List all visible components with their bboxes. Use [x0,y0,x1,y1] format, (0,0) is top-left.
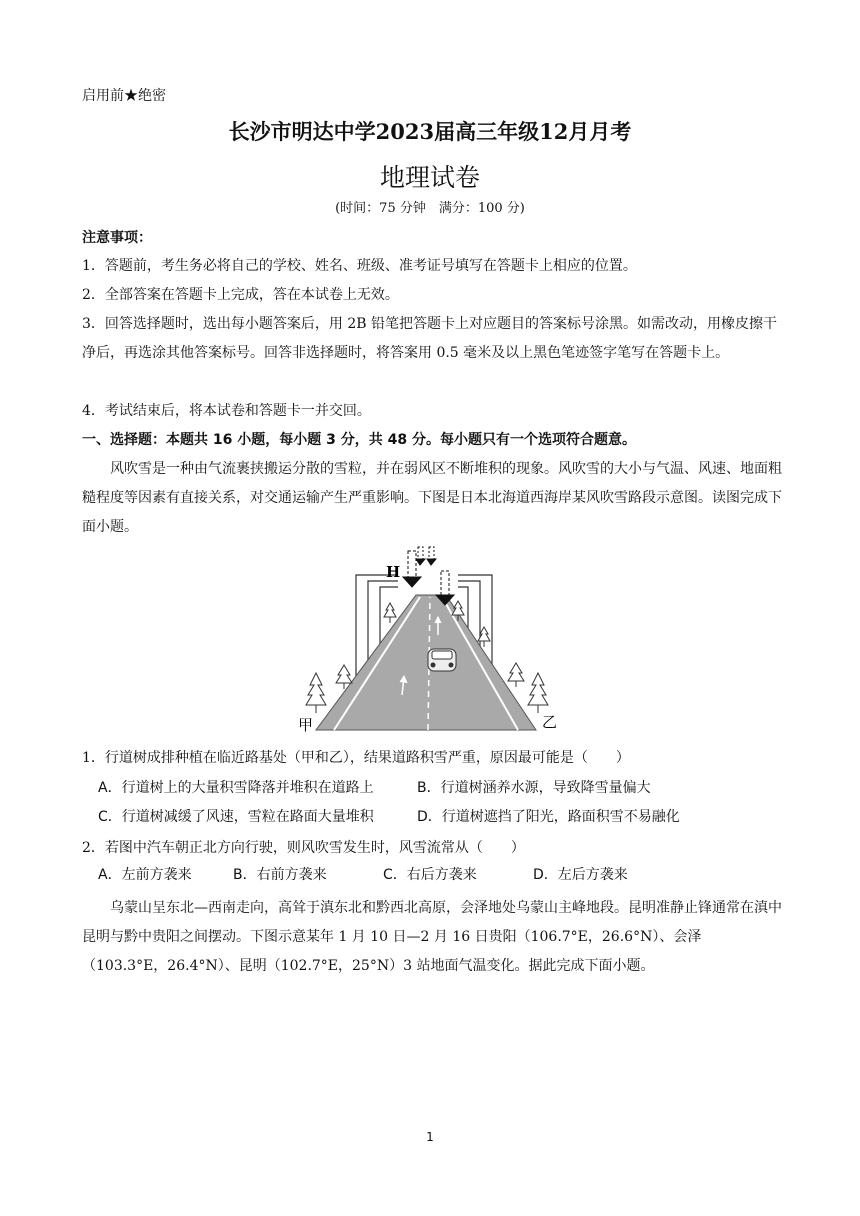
question-2-option-b: B．右前方袭来 [233,867,327,883]
label-jia: 甲 [298,716,314,734]
road-snow-figure [298,545,560,735]
passage-2: 乌蒙山呈东北—西南走向，高耸于滇东北和黔西北高原，会泽地处乌蒙山主峰地段。昆明准静止锋通常在滇中昆明与黔中贵阳之间摆动。下图示意某年 1 月 10 日—2 月 16 日贵阳（106.7°E，26.6°N）、会泽（103.3°E，26.4°N）、昆明（102.7°E，25°N）3 站地面气温变化。据此完成下面小题。 [82,900,782,974]
question-2-stem: 2．若图中汽车朝正北方向行驶，则风吹雪发生时，风雪流常从（ ） [82,840,525,856]
page-number: 1 [426,1130,434,1144]
question-1-option-b: B．行道树涵养水源，导致降雪量偏大 [417,780,651,796]
label-h: H [386,563,401,581]
car-icon [428,649,456,671]
time-info: (时间：75 分钟 满分：100 分) [335,201,525,216]
notice-item: 1．答题前，考生务必将自己的学校、姓名、班级、准考证号填写在答题卡上相应的位置。 [82,258,637,274]
notice-item: 3．回答选择题时，选出每小题答案后，用 2B 铅笔把答题卡上对应题目的答案标号涂黑。如需改动，用橡皮擦干净后，再选涂其他答案标号。回答非选择题时，将答案用 0.5 毫米及以上黑色笔迹签字笔写在答题卡上。 [82,316,778,361]
notice-heading: 注意事项： [82,230,152,246]
road-diagram [298,545,560,735]
notice-item: 4．考试结束后，将本试卷和答题卡一并交回。 [82,403,371,419]
notice-item: 2．全部答案在答题卡上完成，答在本试卷上无效。 [82,287,399,303]
secret-mark: 启用前★绝密 [82,88,166,104]
label-yi: 乙 [542,713,558,731]
exam-title: 长沙市明达中学2023届高三年级12月月考 [228,119,632,144]
subject-title: 地理试卷 [379,163,480,192]
question-2-option-d: D．左后方袭来 [533,867,628,883]
question-2-option-c: C．右后方袭来 [383,867,477,883]
road-surface [316,595,536,730]
question-1-option-d: D．行道树遮挡了阳光，路面积雪不易融化 [417,809,680,825]
question-2-option-a: A．左前方袭来 [98,867,192,883]
question-1-stem: 1．行道树成排种植在临近路基处（甲和乙），结果道路积雪严重，原因最可能是（ ） [82,750,630,766]
question-1-option-c: C．行道树减缓了风速，雪粒在路面大量堆积 [98,809,374,825]
section-heading: 一、选择题：本题共 16 小题，每小题 3 分，共 48 分。每小题只有一个选项符合题意。 [82,432,636,448]
passage-1: 风吹雪是一种由气流裹挟搬运分散的雪粒，并在弱风区不断堆积的现象。风吹雪的大小与气温、风速、地面粗糙程度等因素有直接关系，对交通运输产生严重影响。下图是日本北海道西海岸某风吹雪路段示意图。读图完成下面小题。 [82,461,782,535]
question-1-option-a: A．行道树上的大量积雪降落并堆积在道路上 [98,780,374,796]
